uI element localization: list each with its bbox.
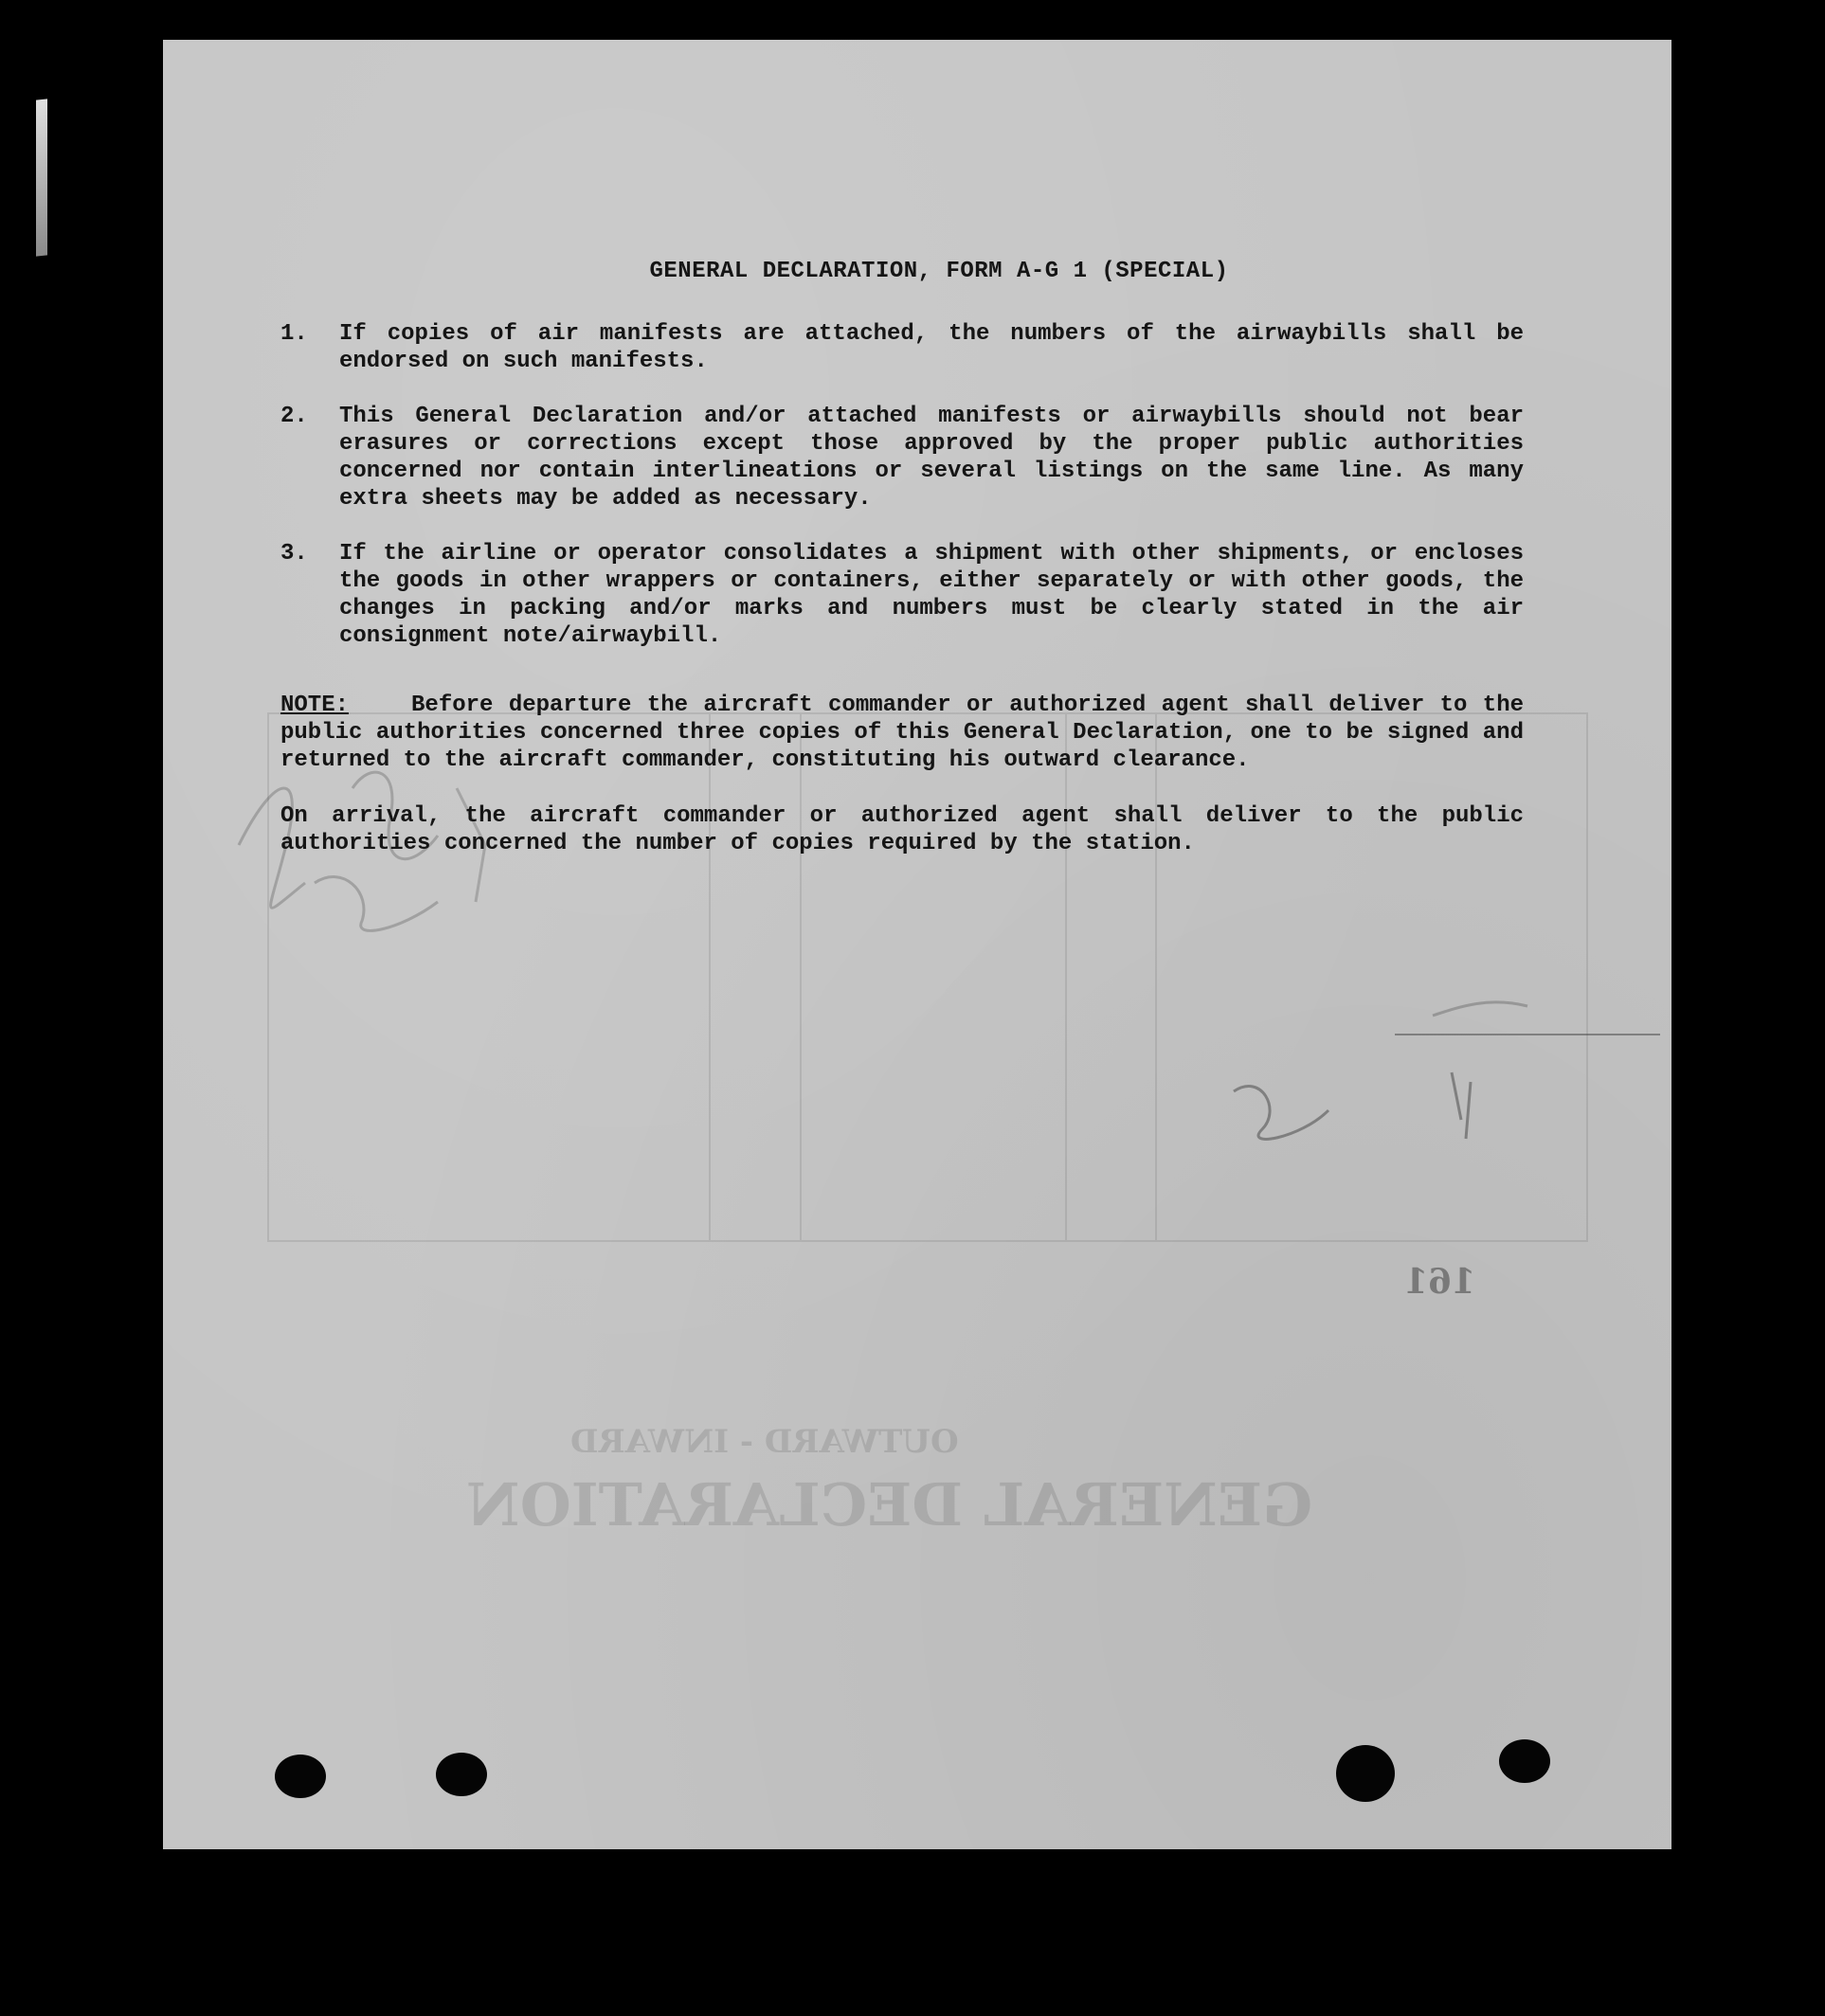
- show-through-number: 161: [1404, 1262, 1476, 1302]
- instruction-item: [280, 540, 1541, 650]
- punch-hole-1: [275, 1755, 326, 1798]
- document-title: GENERAL DECLARATION, FORM A-G 1 (SPECIAL): [649, 259, 1229, 284]
- item-text: If the airline or operator consolidates a shipment with other shipments, or encloses the goods in other wrappers or containers, either separately or with other goods, the changes in packing and/or marks and numbers must be clearly stated in the air consignment note/airwaybill.: [339, 541, 1524, 649]
- show-through-heading: GENERAL DECLARATION: [466, 1470, 1313, 1539]
- punch-hole-2: [436, 1753, 487, 1796]
- item-text: This General Declaration and/or attached manifests or airwaybills should not bear erasures or corrections except those approved by the proper public authorities concerned nor contain interlineations or several listings on the same line. As many extra sheets may be added as necessary.: [339, 404, 1524, 512]
- item-number: 2.: [280, 404, 308, 429]
- instruction-item: [280, 403, 1541, 513]
- punch-hole-3: [1336, 1745, 1395, 1802]
- show-through-subheading: OUTWARD - INWARD: [570, 1423, 959, 1461]
- declaration-instructions: [280, 258, 1541, 857]
- note-paragraph: [280, 692, 1541, 774]
- note-label: NOTE:: [280, 693, 350, 718]
- instruction-item: [280, 320, 1541, 375]
- item-number: 1.: [280, 321, 308, 347]
- punch-hole-4: [1499, 1739, 1550, 1783]
- item-text: If copies of air manifests are attached, the numbers of the airwaybills shall be endorsed on such manifests.: [339, 321, 1524, 374]
- item-number: 3.: [280, 541, 308, 567]
- note-text: Before departure the aircraft commander or authorized agent shall deliver to the public authorities concerned three copies of this General Declaration, one to be signed and returned to the aircraft commander, constituting his outward clearance.: [280, 693, 1524, 773]
- film-edge-mark: [36, 99, 47, 256]
- arrival-paragraph: On arrival, the aircraft commander or authorized agent shall deliver to the public authorities concerned the number of copies required by the station.: [280, 803, 1524, 856]
- handwritten-marks-right: [1205, 987, 1679, 1196]
